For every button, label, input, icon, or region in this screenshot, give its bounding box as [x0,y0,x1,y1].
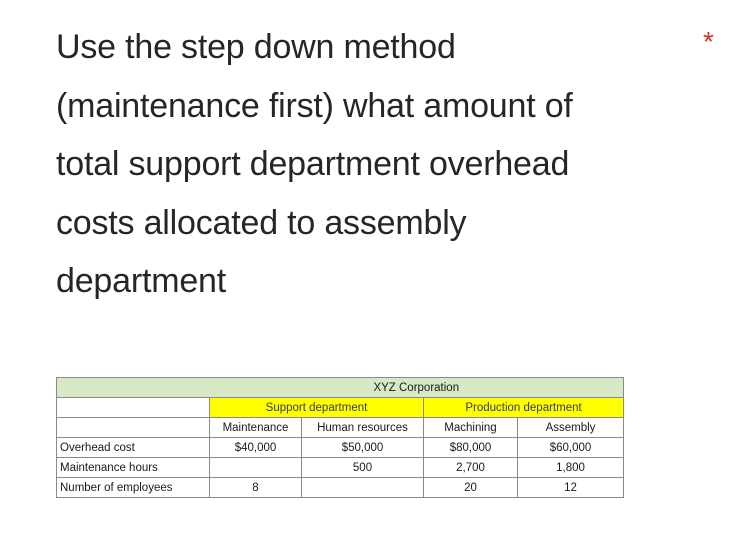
table-cell: 2,700 [424,458,518,478]
table-cell: $50,000 [302,438,424,458]
table-cell [302,478,424,498]
table-cell: $60,000 [518,438,624,458]
cost-table [56,377,624,498]
table-cell: 12 [518,478,624,498]
question-line: department [56,262,226,300]
table-cell [210,458,302,478]
table-column-header-row [57,418,624,438]
table-cell: 500 [302,458,424,478]
support-department-header: Support department [210,398,424,418]
table-cell: 8 [210,478,302,498]
table-title-row [57,378,624,398]
table-row [57,478,624,498]
required-asterisk: * [703,26,714,57]
column-header-maintenance: Maintenance [210,418,302,438]
question-text [56,18,676,311]
question-line: costs allocated to assembly [56,203,467,242]
question-line: Use the step down method [56,28,456,66]
table-cell: 20 [424,478,518,498]
row-label: Maintenance hours [57,458,210,478]
production-department-header: Production department [424,398,624,418]
table-group-row [57,398,624,418]
column-header-machining: Machining [424,418,518,438]
table-title: XYZ Corporation [210,378,624,398]
column-header-assembly: Assembly [518,418,624,438]
question-line: (maintenance first) what amount of [56,86,573,125]
table-cell: $40,000 [210,438,302,458]
table-row [57,438,624,458]
table-row [57,458,624,478]
row-label: Number of employees [57,478,210,498]
question-line: total support department overhead [56,145,570,183]
column-header-human-resources: Human resources [302,418,424,438]
row-label: Overhead cost [57,438,210,458]
table-cell: $80,000 [424,438,518,458]
table-cell: 1,800 [518,458,624,478]
